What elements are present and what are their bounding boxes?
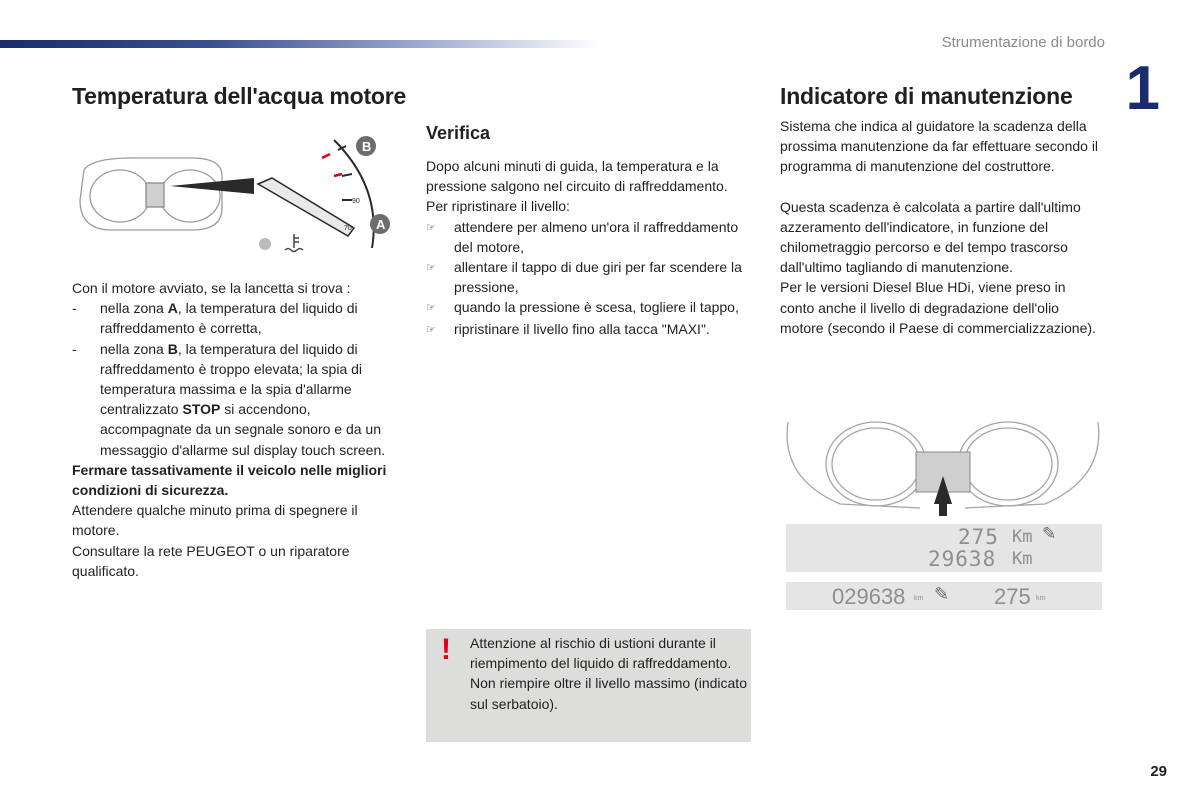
gauge-mark-70: 70 — [344, 225, 352, 232]
finger-bullet-icon: ☞ — [426, 221, 436, 234]
warning-text: Attenzione al rischio di ustioni durante il riempimento del liquido di raffreddamento. Non riempire oltre il livello massimo (indicato sul serbatoio). — [470, 635, 747, 712]
lcd-display-1: 275 Km ✎ 29638 Km — [786, 524, 1102, 572]
list-item: - nella zona B, la temperatura del liquido di raffreddamento è troppo elevata; la spia di temperatura massima e la spia d'allarme centralizzato STOP si accendono, accompagnate da un segnale sonoro e da un messaggio d'allarme sul display touch screen. — [72, 340, 386, 458]
finger-bullet-icon: ☞ — [426, 262, 436, 275]
finger-bullet-icon: ☞ — [426, 323, 436, 336]
lcd-display-2: 029638 km ✎ 275 km — [786, 582, 1102, 610]
list-item: - nella zona A, la temperatura del liquido di raffreddamento è corretta, — [72, 300, 358, 337]
left-intro: Con il motore avviato, se la lancetta si trova : — [72, 280, 351, 296]
coolant-temperature-icon — [285, 234, 303, 252]
left-para-wait: Attendere qualche minuto prima di spegnere il motore. — [72, 502, 358, 539]
middle-title: Verifica — [426, 123, 491, 143]
middle-intro: Per ripristinare il livello: — [426, 198, 570, 215]
left-para-consult: Consultare la rete PEUGEOT o un riparatore qualificato. — [72, 542, 350, 579]
right-body — [780, 116, 1100, 338]
zoom-pointer — [170, 178, 254, 194]
gauge-needle — [258, 178, 354, 236]
header-gradient-bar — [0, 40, 600, 48]
wrench-icon: ✎ — [1042, 524, 1057, 543]
svg-text:B: B — [362, 139, 372, 154]
section-title: Strumentazione di bordo — [941, 34, 1105, 51]
gauge-mark-90: 90 — [352, 198, 360, 205]
list-item: ☞ allentare il tappo di due giri per far scendere la pressione, — [426, 257, 744, 297]
right-para-1: Sistema che indica al guidatore la scadenza della prossima manutenzione da far effettuare secondo il programma di manutenzione del costruttore. — [780, 118, 1099, 175]
chapter-number: 1 — [1125, 54, 1160, 123]
list-item: ☞ ripristinare il livello fino alla tacca "MAXI". — [426, 319, 744, 340]
finger-bullet-icon: ☞ — [426, 302, 436, 315]
exclamation-icon: ! — [441, 633, 451, 666]
list-item: ☞ quando la pressione è scesa, togliere il tappo, — [426, 297, 744, 318]
right-title: Indicatore di manutenzione — [780, 83, 1073, 109]
left-bold-warning: Fermare tassativamente il veicolo nelle migliori condizioni di sicurezza. — [72, 461, 387, 499]
page-number: 29 — [1150, 763, 1167, 780]
svg-text:A: A — [376, 217, 386, 232]
warning-box — [426, 629, 751, 742]
right-para-2: Questa scadenza è calcolata a partire dall'ultimo azzeramento dell'indicatore, in funzione del chilometraggio percorso e del tempo trascorso dall'ultimo tagliando di manutenzione. — [780, 198, 1081, 276]
middle-para: Dopo alcuni minuti di guida, la temperatura e la pressione salgono nel circuito di raffreddamento. — [426, 158, 728, 195]
right-para-3: Per le versioni Diesel Blue HDi, viene preso in conto anche il livello di degradazione dell'olio motore (secondo il Paese di commercializzazione). — [780, 279, 1096, 336]
left-body — [72, 278, 392, 581]
temperature-gauge-illustration — [72, 128, 392, 266]
warning-lamp-icon — [259, 238, 271, 250]
maintenance-cluster-illustration — [780, 418, 1105, 518]
list-item: ☞ attendere per almeno un'ora il raffreddamento del motore, — [426, 217, 744, 257]
left-title: Temperatura dell'acqua motore — [72, 83, 407, 109]
wrench-icon: ✎ — [934, 584, 950, 604]
instrument-cluster-icon — [80, 158, 222, 230]
middle-body — [426, 156, 744, 340]
